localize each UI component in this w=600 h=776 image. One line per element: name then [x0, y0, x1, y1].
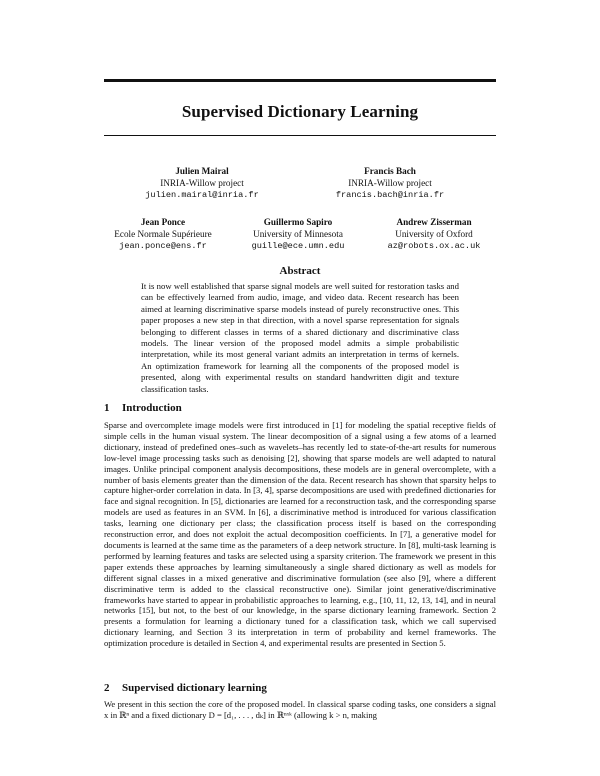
section-heading-supervised-dictionary-learning	[104, 682, 267, 694]
author-block	[118, 166, 286, 201]
author-affiliation: INRIA-Willow project	[160, 177, 244, 188]
section-number: 2	[104, 682, 110, 694]
section-title: Introduction	[122, 402, 182, 414]
author-block	[98, 217, 228, 252]
title-top-rule	[104, 79, 496, 82]
abstract-text: It is now well established that sparse signal models are well suited for restoration tasks and can be effectively learned from audio, image, and video data. Recent research has been aimed at learning discriminative sparse models instead of purely reconstructive ones. This paper proposes a new step in that direction, with a novel sparse representation for signals belonging to different classes in terms of a shared dictionary and discriminative class models. The linear version of the proposed model admits a simple probabilistic interpretation, while its most general variant admits an interpretation in terms of kernels. An optimization framework for learning all the components of the proposed model is presented, along with experimental results on standard handwritten digit and texture classification tasks.	[141, 281, 459, 394]
author-block	[368, 217, 500, 252]
author-affiliation: University of Oxford	[395, 228, 473, 239]
section-title: Supervised dictionary learning	[122, 682, 267, 694]
author-name: Guillermo Sapiro	[263, 217, 333, 227]
supervised-dictionary-learning-text: We present in this section the core of the proposed model. In classical sparse coding tasks, one considers a signal x in ℝⁿ and a fixed dictionary D = [d₁, . . . , dₖ] in ℝⁿˣᵏ (allowing k > n, making	[104, 699, 496, 720]
author-affiliation: University of Minnesota	[253, 228, 343, 239]
author-name: Jean Ponce	[140, 217, 186, 227]
author-email: francis.bach@inria.fr	[335, 189, 445, 200]
author-block	[232, 217, 364, 252]
author-name: Francis Bach	[364, 166, 416, 176]
abstract-heading: Abstract	[279, 265, 321, 277]
section-heading-introduction	[104, 402, 182, 414]
introduction-text: Sparse and overcomplete image models were first introduced in [1] for modeling the spatial receptive fields of simple cells in the human visual system. The linear decomposition of a signal using a few atoms of a learned dictionary, instead of predefined ones–such as wavelets–has recently led to state-of-the-art results for numerous low-level image processing tasks such as denoising [2], showing that sparse models are well adapted to natural images. Unlike principal component analysis decompositions, these models are in general overcomplete, with a number of basis elements greater than the dimension of the data. Recent research has shown that sparsity helps to capture higher-order correlation in data. In [3, 4], sparse decompositions are used with predefined dictionaries for face and signal recognition. In [5], dictionaries are learned for a reconstruction task, and the corresponding sparse models are used as features in an SVM. In [6], a discriminative method is introduced for various classification tasks, learning one dictionary per class; the classification process itself is based on the corresponding reconstruction error, and does not exploit the actual decomposition coefficients. In [7], a generative model for documents is learned at the same time as the parameters of a deep network structure. In [8], multi-task learning is performed by learning features and tasks are selected using a sparsity criterion. The framework we present in this paper extends these approaches by learning simultaneously a single shared dictionary as well as models for different signal classes in a mixed generative and discriminative formulation (see also [9], where a different discriminative term is added to the classical reconstructive one). Similar joint generative/discriminative frameworks have started to appear in probabilistic approaches to learning, e.g., [10, 11, 12, 13, 14], and in neural networks [15], but not, to the best of our knowledge, in the sparse dictionary learning framework. Section 2 presents a formulation for learning a dictionary tuned for a classification task, which we call supervised dictionary learning, and Section 3 its interpretation in term of probability and kernel frameworks. The optimization procedure is detailed in Section 4, and experimental results are presented in Section 5.	[104, 420, 496, 649]
paper-title: Supervised Dictionary Learning	[181, 102, 419, 121]
author-email: jean.ponce@ens.fr	[119, 240, 207, 251]
author-email: az@robots.ox.ac.uk	[387, 240, 481, 251]
author-affiliation: INRIA-Willow project	[348, 177, 432, 188]
author-block	[306, 166, 474, 201]
title-bottom-rule	[104, 135, 496, 136]
author-email: guille@ece.umn.edu	[251, 240, 345, 251]
author-affiliation: Ecole Normale Supérieure	[114, 228, 212, 239]
author-name: Andrew Zisserman	[396, 217, 472, 227]
author-email: julien.mairal@inria.fr	[145, 189, 259, 200]
section-number: 1	[104, 402, 110, 414]
author-name: Julien Mairal	[175, 166, 229, 176]
